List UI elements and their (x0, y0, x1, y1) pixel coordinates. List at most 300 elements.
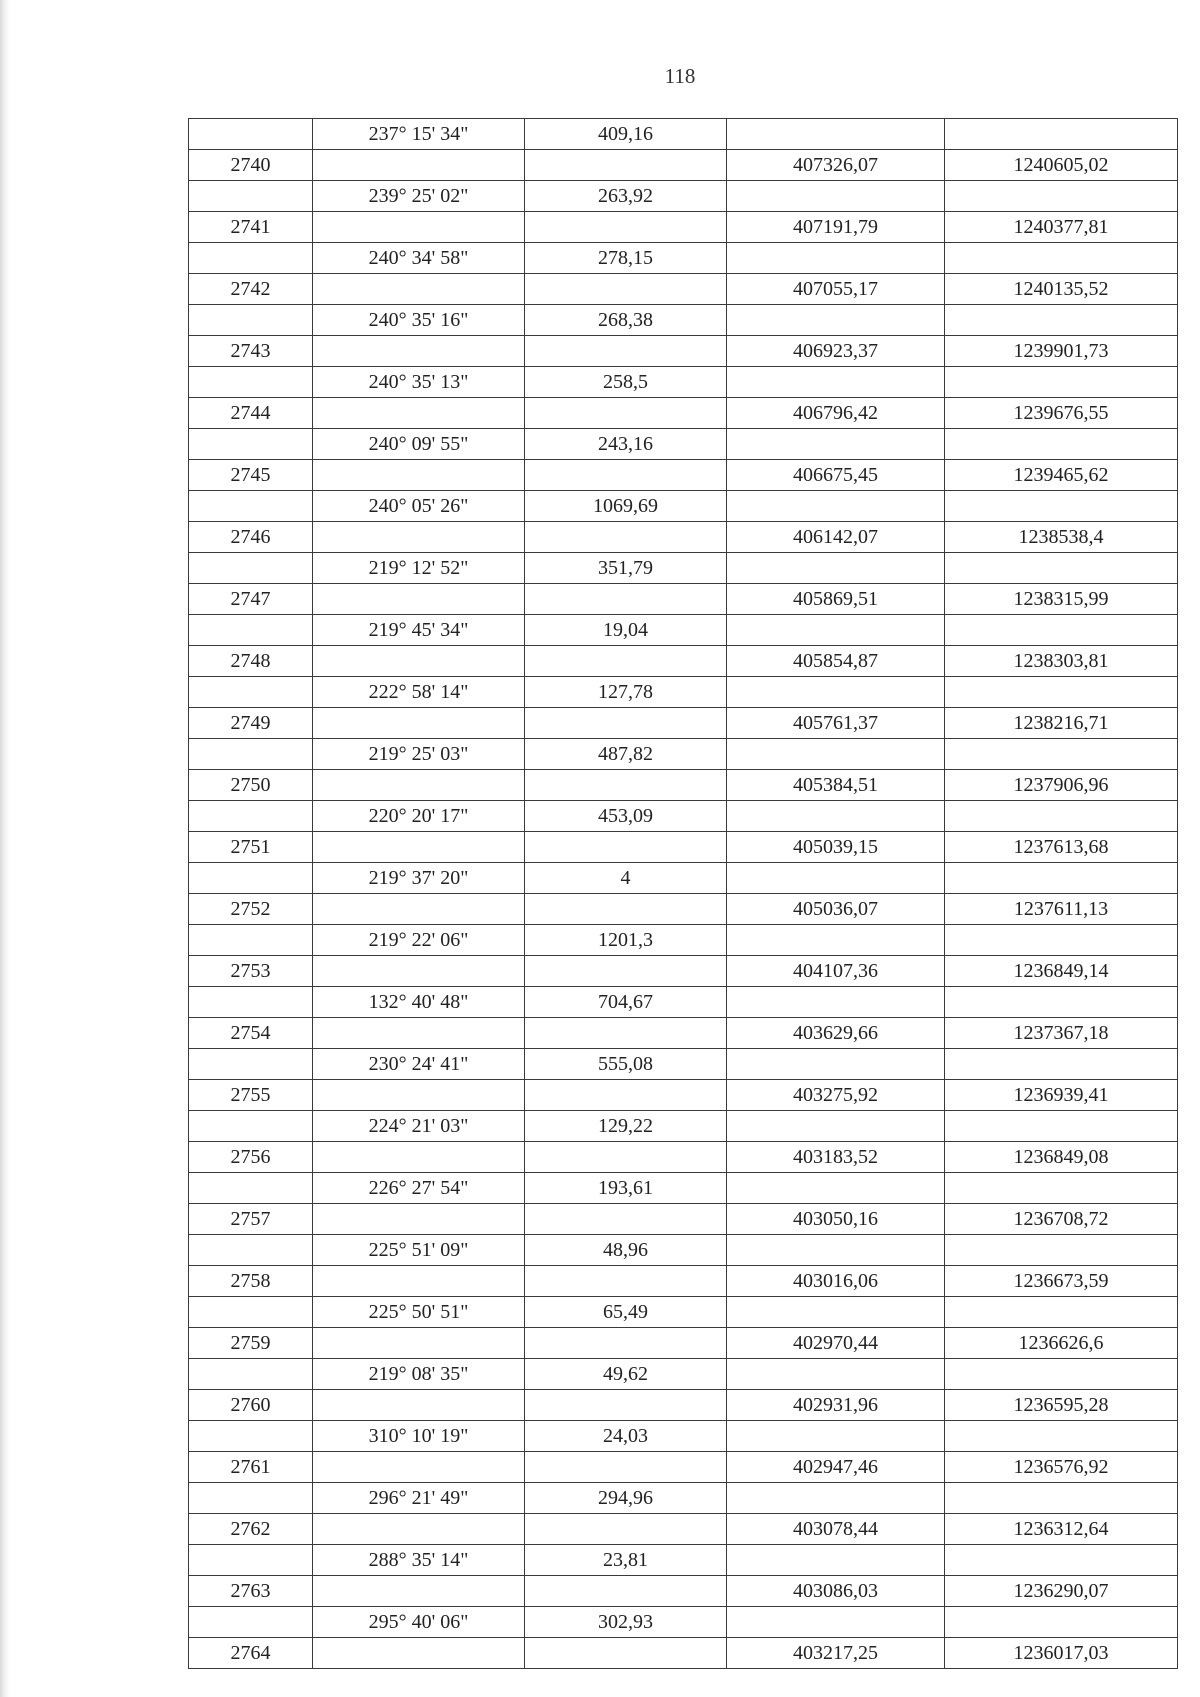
line-length-cell (524, 956, 726, 986)
x-coordinate-cell: 406796,42 (726, 398, 944, 428)
direction-angle-cell: 222° 58' 14" (312, 677, 524, 707)
y-coordinate-cell (944, 243, 1178, 273)
table-row (188, 118, 1178, 150)
x-coordinate-cell: 402947,46 (726, 1452, 944, 1482)
x-coordinate-cell: 403275,92 (726, 1080, 944, 1110)
table-row (188, 615, 1178, 646)
direction-angle-cell: 219° 45' 34" (312, 615, 524, 645)
point-number-cell: 2763 (188, 1576, 312, 1606)
x-coordinate-cell (726, 863, 944, 893)
point-number-cell: 2758 (188, 1266, 312, 1296)
point-number-cell: 2753 (188, 956, 312, 986)
x-coordinate-cell: 403050,16 (726, 1204, 944, 1234)
line-length-cell: 19,04 (524, 615, 726, 645)
point-number-cell: 2754 (188, 1018, 312, 1048)
line-length-cell (524, 460, 726, 490)
table-row (188, 1452, 1178, 1483)
x-coordinate-cell: 405039,15 (726, 832, 944, 862)
point-number-cell: 2760 (188, 1390, 312, 1420)
y-coordinate-cell: 1237611,13 (944, 894, 1178, 924)
direction-angle-cell: 220° 20' 17" (312, 801, 524, 831)
direction-angle-cell (312, 460, 524, 490)
y-coordinate-cell: 1236576,92 (944, 1452, 1178, 1482)
table-row (188, 1390, 1178, 1421)
line-length-cell (524, 1142, 726, 1172)
table-row (188, 336, 1178, 367)
line-length-cell (524, 1328, 726, 1358)
table-row (188, 1359, 1178, 1390)
point-number-cell: 2756 (188, 1142, 312, 1172)
direction-angle-cell: 219° 25' 03" (312, 739, 524, 769)
direction-angle-cell: 225° 51' 09" (312, 1235, 524, 1265)
table-row (188, 243, 1178, 274)
x-coordinate-cell (726, 429, 944, 459)
line-length-cell (524, 1638, 726, 1668)
y-coordinate-cell (944, 1607, 1178, 1637)
table-row (188, 1421, 1178, 1452)
y-coordinate-cell (944, 305, 1178, 335)
x-coordinate-cell (726, 1545, 944, 1575)
direction-angle-cell: 240° 35' 13" (312, 367, 524, 397)
x-coordinate-cell (726, 1173, 944, 1203)
line-length-cell (524, 1266, 726, 1296)
y-coordinate-cell: 1236849,08 (944, 1142, 1178, 1172)
y-coordinate-cell: 1238216,71 (944, 708, 1178, 738)
table-row (188, 770, 1178, 801)
x-coordinate-cell (726, 367, 944, 397)
point-number-cell (188, 677, 312, 707)
table-row (188, 708, 1178, 739)
y-coordinate-cell (944, 677, 1178, 707)
table-row (188, 429, 1178, 460)
page-number: 118 (664, 64, 696, 88)
x-coordinate-cell (726, 925, 944, 955)
table-row (188, 584, 1178, 615)
table-row (188, 1545, 1178, 1576)
line-length-cell (524, 584, 726, 614)
line-length-cell: 1069,69 (524, 491, 726, 521)
line-length-cell: 278,15 (524, 243, 726, 273)
x-coordinate-cell: 405384,51 (726, 770, 944, 800)
table-row (188, 398, 1178, 429)
point-number-cell: 2747 (188, 584, 312, 614)
line-length-cell: 258,5 (524, 367, 726, 397)
line-length-cell (524, 398, 726, 428)
x-coordinate-cell (726, 1483, 944, 1513)
direction-angle-cell (312, 1266, 524, 1296)
point-number-cell (188, 925, 312, 955)
table-row (188, 1576, 1178, 1607)
point-number-cell (188, 863, 312, 893)
point-number-cell: 2759 (188, 1328, 312, 1358)
x-coordinate-cell: 403183,52 (726, 1142, 944, 1172)
point-number-cell (188, 1545, 312, 1575)
y-coordinate-cell: 1240135,52 (944, 274, 1178, 304)
direction-angle-cell (312, 646, 524, 676)
line-length-cell: 65,49 (524, 1297, 726, 1327)
direction-angle-cell: 224° 21' 03" (312, 1111, 524, 1141)
table-row (188, 832, 1178, 863)
y-coordinate-cell (944, 1235, 1178, 1265)
direction-angle-cell: 226° 27' 54" (312, 1173, 524, 1203)
line-length-cell (524, 1514, 726, 1544)
direction-angle-cell (312, 708, 524, 738)
y-coordinate-cell (944, 615, 1178, 645)
direction-angle-cell (312, 770, 524, 800)
y-coordinate-cell (944, 491, 1178, 521)
y-coordinate-cell (944, 801, 1178, 831)
y-coordinate-cell: 1236673,59 (944, 1266, 1178, 1296)
table-row (188, 1049, 1178, 1080)
table-row (188, 1142, 1178, 1173)
line-length-cell (524, 894, 726, 924)
x-coordinate-cell (726, 181, 944, 211)
point-number-cell: 2755 (188, 1080, 312, 1110)
y-coordinate-cell (944, 1483, 1178, 1513)
y-coordinate-cell (944, 1049, 1178, 1079)
y-coordinate-cell: 1236312,64 (944, 1514, 1178, 1544)
line-length-cell: 453,09 (524, 801, 726, 831)
table-row (188, 987, 1178, 1018)
point-number-cell (188, 429, 312, 459)
line-length-cell (524, 1576, 726, 1606)
y-coordinate-cell: 1236626,6 (944, 1328, 1178, 1358)
y-coordinate-cell: 1240605,02 (944, 150, 1178, 180)
y-coordinate-cell (944, 1421, 1178, 1451)
table-row (188, 150, 1178, 181)
y-coordinate-cell: 1236017,03 (944, 1638, 1178, 1668)
line-length-cell: 268,38 (524, 305, 726, 335)
table-row (188, 1173, 1178, 1204)
direction-angle-cell: 219° 37' 20" (312, 863, 524, 893)
point-number-cell: 2745 (188, 460, 312, 490)
line-length-cell: 127,78 (524, 677, 726, 707)
line-length-cell (524, 274, 726, 304)
x-coordinate-cell: 403016,06 (726, 1266, 944, 1296)
point-number-cell: 2742 (188, 274, 312, 304)
x-coordinate-cell: 403086,03 (726, 1576, 944, 1606)
y-coordinate-cell: 1239676,55 (944, 398, 1178, 428)
table-row (188, 1204, 1178, 1235)
line-length-cell (524, 212, 726, 242)
coordinate-table (188, 118, 1178, 1669)
table-row (188, 305, 1178, 336)
direction-angle-cell (312, 336, 524, 366)
point-number-cell: 2764 (188, 1638, 312, 1668)
y-coordinate-cell: 1236939,41 (944, 1080, 1178, 1110)
point-number-cell (188, 243, 312, 273)
direction-angle-cell: 225° 50' 51" (312, 1297, 524, 1327)
y-coordinate-cell: 1236290,07 (944, 1576, 1178, 1606)
table-row (188, 553, 1178, 584)
point-number-cell (188, 553, 312, 583)
x-coordinate-cell: 406923,37 (726, 336, 944, 366)
point-number-cell: 2752 (188, 894, 312, 924)
y-coordinate-cell: 1238303,81 (944, 646, 1178, 676)
point-number-cell (188, 615, 312, 645)
point-number-cell (188, 119, 312, 149)
table-row (188, 522, 1178, 553)
table-row (188, 677, 1178, 708)
line-length-cell: 193,61 (524, 1173, 726, 1203)
line-length-cell: 4 (524, 863, 726, 893)
table-row (188, 1266, 1178, 1297)
point-number-cell: 2751 (188, 832, 312, 862)
y-coordinate-cell: 1237367,18 (944, 1018, 1178, 1048)
x-coordinate-cell: 405854,87 (726, 646, 944, 676)
y-coordinate-cell (944, 739, 1178, 769)
direction-angle-cell: 240° 35' 16" (312, 305, 524, 335)
y-coordinate-cell: 1238538,4 (944, 522, 1178, 552)
y-coordinate-cell (944, 1545, 1178, 1575)
x-coordinate-cell: 403078,44 (726, 1514, 944, 1544)
point-number-cell (188, 1607, 312, 1637)
y-coordinate-cell (944, 119, 1178, 149)
direction-angle-cell (312, 956, 524, 986)
point-number-cell (188, 801, 312, 831)
direction-angle-cell (312, 1142, 524, 1172)
line-length-cell (524, 1204, 726, 1234)
table-row (188, 646, 1178, 677)
y-coordinate-cell: 1236595,28 (944, 1390, 1178, 1420)
table-row (188, 1483, 1178, 1514)
line-length-cell (524, 1452, 726, 1482)
x-coordinate-cell (726, 801, 944, 831)
y-coordinate-cell: 1240377,81 (944, 212, 1178, 242)
direction-angle-cell (312, 274, 524, 304)
table-row (188, 1297, 1178, 1328)
x-coordinate-cell: 405869,51 (726, 584, 944, 614)
point-number-cell (188, 1173, 312, 1203)
direction-angle-cell (312, 1390, 524, 1420)
line-length-cell: 129,22 (524, 1111, 726, 1141)
table-row (188, 1607, 1178, 1638)
table-row (188, 863, 1178, 894)
direction-angle-cell (312, 212, 524, 242)
y-coordinate-cell (944, 1111, 1178, 1141)
line-length-cell: 555,08 (524, 1049, 726, 1079)
table-row (188, 1080, 1178, 1111)
direction-angle-cell (312, 398, 524, 428)
table-row (188, 1514, 1178, 1545)
x-coordinate-cell (726, 615, 944, 645)
point-number-cell: 2749 (188, 708, 312, 738)
direction-angle-cell (312, 584, 524, 614)
table-row (188, 181, 1178, 212)
x-coordinate-cell: 407055,17 (726, 274, 944, 304)
direction-angle-cell: 240° 34' 58" (312, 243, 524, 273)
direction-angle-cell: 239° 25' 02" (312, 181, 524, 211)
x-coordinate-cell (726, 1421, 944, 1451)
y-coordinate-cell (944, 553, 1178, 583)
direction-angle-cell: 219° 08' 35" (312, 1359, 524, 1389)
y-coordinate-cell: 1239465,62 (944, 460, 1178, 490)
point-number-cell (188, 739, 312, 769)
y-coordinate-cell (944, 1359, 1178, 1389)
point-number-cell (188, 181, 312, 211)
point-number-cell: 2748 (188, 646, 312, 676)
y-coordinate-cell: 1239901,73 (944, 336, 1178, 366)
table-row (188, 1638, 1178, 1669)
x-coordinate-cell: 406142,07 (726, 522, 944, 552)
direction-angle-cell (312, 150, 524, 180)
line-length-cell: 704,67 (524, 987, 726, 1017)
line-length-cell: 263,92 (524, 181, 726, 211)
y-coordinate-cell: 1237613,68 (944, 832, 1178, 862)
x-coordinate-cell (726, 677, 944, 707)
table-row (188, 212, 1178, 243)
y-coordinate-cell (944, 863, 1178, 893)
point-number-cell (188, 1359, 312, 1389)
direction-angle-cell: 132° 40' 48" (312, 987, 524, 1017)
point-number-cell (188, 1297, 312, 1327)
direction-angle-cell (312, 1576, 524, 1606)
point-number-cell (188, 1483, 312, 1513)
x-coordinate-cell (726, 1049, 944, 1079)
x-coordinate-cell: 405036,07 (726, 894, 944, 924)
point-number-cell: 2762 (188, 1514, 312, 1544)
direction-angle-cell (312, 1638, 524, 1668)
direction-angle-cell (312, 832, 524, 862)
x-coordinate-cell (726, 243, 944, 273)
x-coordinate-cell (726, 739, 944, 769)
direction-angle-cell: 240° 05' 26" (312, 491, 524, 521)
x-coordinate-cell: 403217,25 (726, 1638, 944, 1668)
table-row (188, 801, 1178, 832)
line-length-cell: 302,93 (524, 1607, 726, 1637)
y-coordinate-cell (944, 429, 1178, 459)
y-coordinate-cell (944, 1297, 1178, 1327)
direction-angle-cell (312, 1204, 524, 1234)
table-row (188, 367, 1178, 398)
x-coordinate-cell: 402931,96 (726, 1390, 944, 1420)
direction-angle-cell: 288° 35' 14" (312, 1545, 524, 1575)
point-number-cell: 2744 (188, 398, 312, 428)
point-number-cell (188, 491, 312, 521)
line-length-cell: 23,81 (524, 1545, 726, 1575)
table-row (188, 1018, 1178, 1049)
y-coordinate-cell (944, 1173, 1178, 1203)
y-coordinate-cell (944, 925, 1178, 955)
line-length-cell: 243,16 (524, 429, 726, 459)
line-length-cell: 24,03 (524, 1421, 726, 1451)
line-length-cell (524, 832, 726, 862)
x-coordinate-cell (726, 553, 944, 583)
x-coordinate-cell: 407326,07 (726, 150, 944, 180)
y-coordinate-cell (944, 181, 1178, 211)
line-length-cell: 409,16 (524, 119, 726, 149)
x-coordinate-cell (726, 1111, 944, 1141)
direction-angle-cell (312, 1328, 524, 1358)
table-row (188, 739, 1178, 770)
point-number-cell: 2741 (188, 212, 312, 242)
scan-edge-shadow (0, 0, 10, 1697)
table-row (188, 1111, 1178, 1142)
table-row (188, 491, 1178, 522)
table-row (188, 1328, 1178, 1359)
direction-angle-cell (312, 1018, 524, 1048)
line-length-cell: 49,62 (524, 1359, 726, 1389)
table-row (188, 925, 1178, 956)
direction-angle-cell: 219° 22' 06" (312, 925, 524, 955)
point-number-cell (188, 987, 312, 1017)
point-number-cell: 2743 (188, 336, 312, 366)
direction-angle-cell: 240° 09' 55" (312, 429, 524, 459)
line-length-cell (524, 646, 726, 676)
direction-angle-cell: 237° 15' 34" (312, 119, 524, 149)
table-row (188, 460, 1178, 491)
point-number-cell (188, 1049, 312, 1079)
x-coordinate-cell: 404107,36 (726, 956, 944, 986)
direction-angle-cell (312, 1514, 524, 1544)
direction-angle-cell: 310° 10' 19" (312, 1421, 524, 1451)
x-coordinate-cell (726, 1235, 944, 1265)
line-length-cell: 294,96 (524, 1483, 726, 1513)
direction-angle-cell (312, 1080, 524, 1110)
line-length-cell (524, 1018, 726, 1048)
line-length-cell (524, 150, 726, 180)
table-row (188, 1235, 1178, 1266)
table-row (188, 956, 1178, 987)
line-length-cell (524, 770, 726, 800)
line-length-cell (524, 522, 726, 552)
point-number-cell: 2761 (188, 1452, 312, 1482)
table-row (188, 274, 1178, 305)
x-coordinate-cell: 406675,45 (726, 460, 944, 490)
y-coordinate-cell (944, 987, 1178, 1017)
line-length-cell (524, 336, 726, 366)
direction-angle-cell (312, 894, 524, 924)
x-coordinate-cell: 407191,79 (726, 212, 944, 242)
direction-angle-cell (312, 522, 524, 552)
x-coordinate-cell (726, 1607, 944, 1637)
point-number-cell (188, 367, 312, 397)
line-length-cell (524, 1080, 726, 1110)
y-coordinate-cell: 1236708,72 (944, 1204, 1178, 1234)
line-length-cell (524, 1390, 726, 1420)
point-number-cell: 2750 (188, 770, 312, 800)
y-coordinate-cell: 1236849,14 (944, 956, 1178, 986)
point-number-cell (188, 1421, 312, 1451)
line-length-cell (524, 708, 726, 738)
y-coordinate-cell: 1238315,99 (944, 584, 1178, 614)
direction-angle-cell (312, 1452, 524, 1482)
y-coordinate-cell: 1237906,96 (944, 770, 1178, 800)
point-number-cell (188, 305, 312, 335)
point-number-cell: 2757 (188, 1204, 312, 1234)
x-coordinate-cell (726, 119, 944, 149)
direction-angle-cell: 296° 21' 49" (312, 1483, 524, 1513)
x-coordinate-cell (726, 1359, 944, 1389)
line-length-cell: 487,82 (524, 739, 726, 769)
x-coordinate-cell: 402970,44 (726, 1328, 944, 1358)
direction-angle-cell: 230° 24' 41" (312, 1049, 524, 1079)
direction-angle-cell: 295° 40' 06" (312, 1607, 524, 1637)
point-number-cell: 2746 (188, 522, 312, 552)
x-coordinate-cell (726, 491, 944, 521)
point-number-cell: 2740 (188, 150, 312, 180)
line-length-cell: 351,79 (524, 553, 726, 583)
x-coordinate-cell: 403629,66 (726, 1018, 944, 1048)
y-coordinate-cell (944, 367, 1178, 397)
line-length-cell: 1201,3 (524, 925, 726, 955)
point-number-cell (188, 1111, 312, 1141)
line-length-cell: 48,96 (524, 1235, 726, 1265)
point-number-cell (188, 1235, 312, 1265)
x-coordinate-cell: 405761,37 (726, 708, 944, 738)
x-coordinate-cell (726, 305, 944, 335)
table-row (188, 894, 1178, 925)
